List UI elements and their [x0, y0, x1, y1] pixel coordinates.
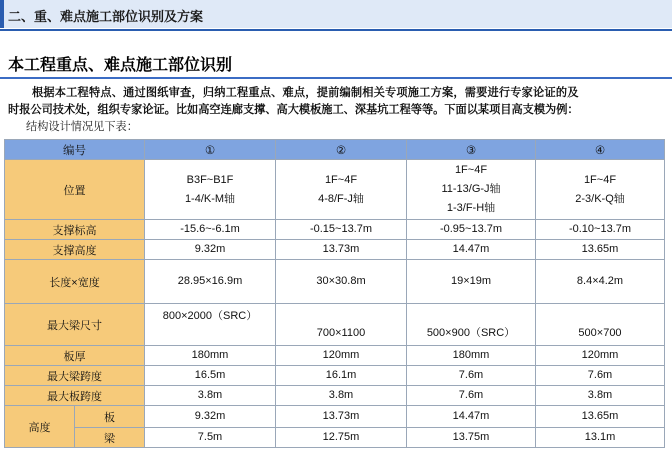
table-cell: -0.15~13.7m [276, 220, 407, 240]
paragraph-line-1: 根据本工程特点、通过图纸审查，归纳工程重点、难点，提前编制相关专项施工方案，需要进行专家论证的及 [32, 85, 579, 99]
table-row [5, 304, 665, 346]
row-label: 最大梁尺寸 [5, 304, 145, 346]
table-cell: 13.75m [407, 428, 536, 448]
cell-line: 1F~4F [324, 173, 358, 186]
table-cell [536, 160, 665, 220]
table-cell: 180mm [145, 346, 276, 366]
row-label: 长度×宽度 [5, 260, 145, 304]
intro-paragraph [8, 84, 666, 135]
table-cell [276, 160, 407, 220]
structure-design-table [4, 139, 665, 448]
row-label: 支撑高度 [5, 240, 145, 260]
table-cell: 12.75m [276, 428, 407, 448]
table-cell: 13.65m [536, 240, 665, 260]
table-cell: 3.8m [145, 386, 276, 406]
cell-line: 1-4/K-M轴 [184, 192, 236, 205]
page-title: 本工程重点、难点施工部位识别 [8, 55, 233, 74]
table-row [5, 406, 665, 428]
table-cell: 7.6m [407, 366, 536, 386]
cell-line: 1-3/F-H轴 [446, 202, 496, 214]
table-cell: 180mm [407, 346, 536, 366]
table-cell: 500×700 [536, 304, 665, 346]
section-title: 二、重、难点施工部位识别及方案 [8, 10, 204, 25]
row-sublabel: 梁 [75, 428, 145, 448]
table-header-row [5, 140, 665, 160]
table-cell: 19×19m [407, 260, 536, 304]
cell-line: B3F~B1F [186, 173, 234, 186]
column-header: ③ [407, 140, 536, 160]
column-header: ① [145, 140, 276, 160]
table-cell: 16.1m [276, 366, 407, 386]
section-header-accent [0, 0, 4, 28]
table-row [5, 220, 665, 240]
cell-line: 11-13/G-J轴 [441, 183, 501, 195]
column-header: ④ [536, 140, 665, 160]
cell-line: 1F~4F [583, 173, 617, 186]
table-cell: 9.32m [145, 406, 276, 428]
row-label: 最大板跨度 [5, 386, 145, 406]
table-row [5, 240, 665, 260]
table-cell: 13.73m [276, 240, 407, 260]
paragraph-line-3: 结构设计情况见下表： [26, 120, 138, 133]
row-label: 位置 [5, 160, 145, 220]
table-cell: 7.5m [145, 428, 276, 448]
table-cell: 14.47m [407, 240, 536, 260]
table-cell: 7.6m [536, 366, 665, 386]
table-cell: -0.10~13.7m [536, 220, 665, 240]
header-label: 编号 [5, 140, 145, 160]
table-cell: 3.8m [536, 386, 665, 406]
row-sublabel: 板 [75, 406, 145, 428]
paragraph-line-2: 时报公司技术处，组织专家论证。比如高空连廊支撑、高大模板施工、深基坑工程等等。下面以某项目高支模为例： [8, 102, 579, 116]
table-cell: 500×900（SRC） [407, 304, 536, 346]
table-cell: 13.65m [536, 406, 665, 428]
table-cell: 14.47m [407, 406, 536, 428]
cell-line: 4-8/F-J轴 [318, 192, 364, 205]
table-cell: -15.6~-6.1m [145, 220, 276, 240]
table-cell: 30×30.8m [276, 260, 407, 304]
row-group-label: 高度 [5, 406, 75, 448]
section-divider [0, 29, 672, 31]
column-header: ② [276, 140, 407, 160]
table-cell: 7.6m [407, 386, 536, 406]
table-cell: 13.73m [276, 406, 407, 428]
cell-line: 2-3/K-Q轴 [575, 192, 625, 205]
table-row [5, 386, 665, 406]
table-row [5, 160, 665, 220]
table-cell: 28.95×16.9m [145, 260, 276, 304]
row-label: 支撑标高 [5, 220, 145, 240]
table-cell: 13.1m [536, 428, 665, 448]
table-cell: 120mm [276, 346, 407, 366]
table-row [5, 366, 665, 386]
table-cell: 8.4×4.2m [536, 260, 665, 304]
table-cell: 16.5m [145, 366, 276, 386]
table-row [5, 260, 665, 304]
table-cell: -0.95~13.7m [407, 220, 536, 240]
row-label: 最大梁跨度 [5, 366, 145, 386]
table-cell: 120mm [536, 346, 665, 366]
table-cell: 800×2000（SRC） [145, 304, 276, 346]
table-cell [407, 160, 536, 220]
title-divider [0, 77, 672, 79]
table-cell: 3.8m [276, 386, 407, 406]
table-row [5, 428, 665, 448]
table-row [5, 346, 665, 366]
table-cell: 9.32m [145, 240, 276, 260]
row-label: 板厚 [5, 346, 145, 366]
cell-line: 1F~4F [454, 164, 488, 176]
table-cell: 700×1100 [276, 304, 407, 346]
table-cell [145, 160, 276, 220]
